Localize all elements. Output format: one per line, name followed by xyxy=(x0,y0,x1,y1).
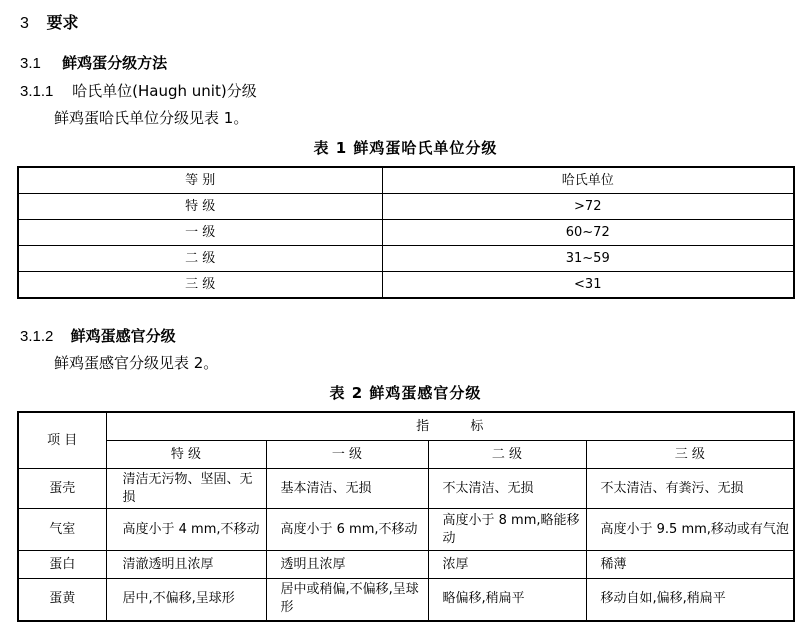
table-row xyxy=(18,272,794,299)
table-cell: 二 级 xyxy=(18,246,382,272)
table-cell: 高度小于 4 mm,不移动 xyxy=(106,509,266,551)
section-3-1-1-body: 鲜鸡蛋哈氏单位分级见表 1。 xyxy=(54,109,249,127)
table-cell: 移动自如,偏移,稍扁平 xyxy=(586,579,794,621)
table-cell: >72 xyxy=(382,194,794,220)
section-3-1-2-body: 鲜鸡蛋感官分级见表 2。 xyxy=(54,354,219,372)
item-cell: 气室 xyxy=(18,509,106,551)
table-header-cell: 等 别 xyxy=(18,167,382,194)
table-cell: 不太清洁、有粪污、无损 xyxy=(586,469,794,509)
table-header-cell: 哈氏单位 xyxy=(382,167,794,194)
section-number: 3.1.2 xyxy=(20,328,54,345)
section-3-1-2-heading xyxy=(20,325,176,346)
table-cell: 基本清洁、无损 xyxy=(266,469,428,509)
grade-header-cell: 特 级 xyxy=(106,441,266,469)
table-row xyxy=(18,551,794,579)
item-cell: 蛋壳 xyxy=(18,469,106,509)
section-title: 鲜鸡蛋感官分级 xyxy=(70,327,176,345)
indicator-header-cell: 指 标 xyxy=(106,412,794,441)
table-cell: 高度小于 9.5 mm,移动或有气泡 xyxy=(586,509,794,551)
table-cell: 略偏移,稍扁平 xyxy=(428,579,586,621)
table-row xyxy=(18,246,794,272)
section-number: 3.1 xyxy=(20,55,41,72)
table-row xyxy=(18,579,794,621)
table-1 xyxy=(17,166,795,299)
table-cell: 清洁无污物、坚固、无损 xyxy=(106,469,266,509)
table-cell: <31 xyxy=(382,272,794,299)
item-cell: 蛋黄 xyxy=(18,579,106,621)
table-cell: 居中,不偏移,呈球形 xyxy=(106,579,266,621)
section-title: 鲜鸡蛋分级方法 xyxy=(62,54,168,72)
section-3-heading xyxy=(20,10,79,33)
table-row xyxy=(18,469,794,509)
table-header-row xyxy=(18,412,794,441)
table-cell: 60~72 xyxy=(382,220,794,246)
table-cell: 高度小于 8 mm,略能移动 xyxy=(428,509,586,551)
section-title: 哈氏单位(Haugh unit)分级 xyxy=(72,82,257,100)
table-cell: 不太清洁、无损 xyxy=(428,469,586,509)
table-cell: 特 级 xyxy=(18,194,382,220)
table-2 xyxy=(17,411,795,622)
section-number: 3.1.1 xyxy=(20,83,54,100)
table-cell: 居中或稍偏,不偏移,呈球形 xyxy=(266,579,428,621)
grade-header-cell: 三 级 xyxy=(586,441,794,469)
table-cell: 清澈透明且浓厚 xyxy=(106,551,266,579)
table-cell: 三 级 xyxy=(18,272,382,299)
grade-header-cell: 一 级 xyxy=(266,441,428,469)
section-3-1-1-heading xyxy=(20,80,257,101)
section-number: 3 xyxy=(20,15,29,32)
table-1-caption: 表 1 鲜鸡蛋哈氏单位分级 xyxy=(313,139,498,157)
item-cell: 蛋白 xyxy=(18,551,106,579)
table-row xyxy=(18,194,794,220)
table-cell: 一 级 xyxy=(18,220,382,246)
item-header-cell: 项 目 xyxy=(18,412,106,469)
table-cell: 浓厚 xyxy=(428,551,586,579)
table-row xyxy=(18,509,794,551)
table-2-caption: 表 2 鲜鸡蛋感官分级 xyxy=(329,384,482,402)
table-row xyxy=(18,220,794,246)
grade-header-row xyxy=(18,441,794,469)
table-cell: 透明且浓厚 xyxy=(266,551,428,579)
table-cell: 31~59 xyxy=(382,246,794,272)
section-3-1-heading xyxy=(20,52,167,73)
grade-header-cell: 二 级 xyxy=(428,441,586,469)
table-header-row xyxy=(18,167,794,194)
table-cell: 稀薄 xyxy=(586,551,794,579)
section-title: 要求 xyxy=(46,13,79,32)
table-cell: 高度小于 6 mm,不移动 xyxy=(266,509,428,551)
